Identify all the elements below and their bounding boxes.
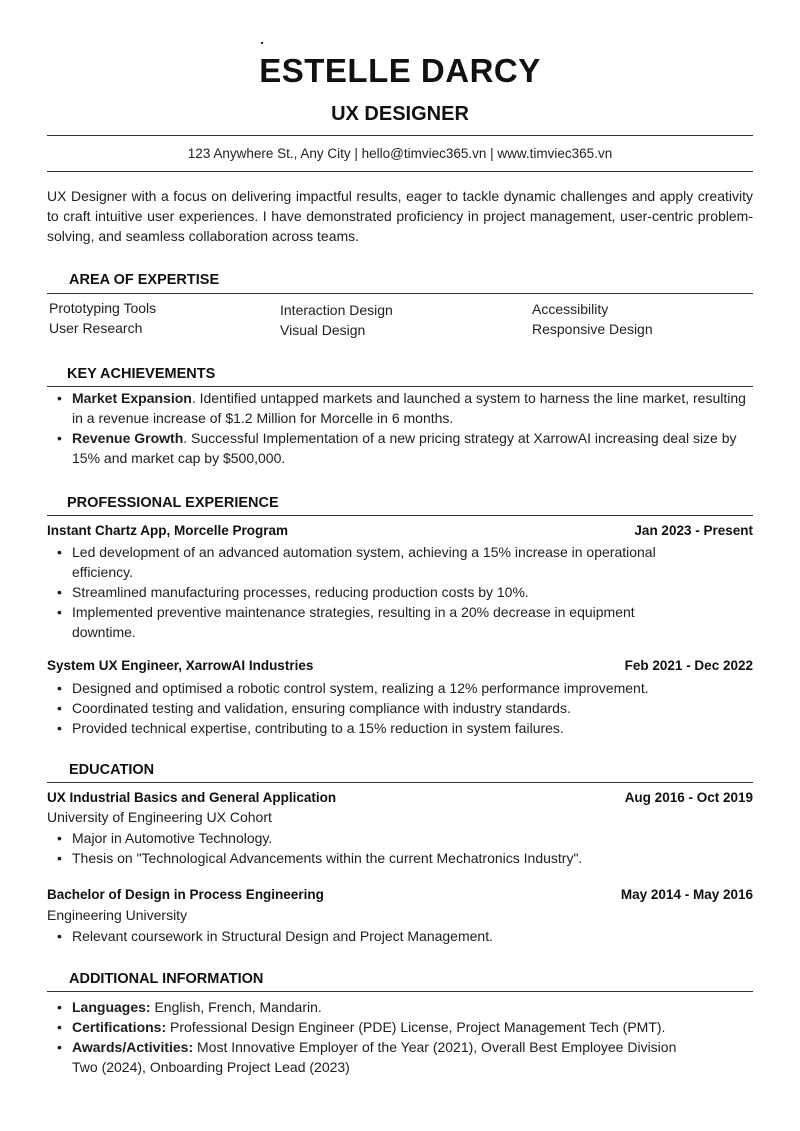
education-header (47, 790, 753, 805)
list-item (47, 388, 747, 428)
degree-dates: May 2014 - May 2016 (620, 887, 753, 902)
job-role: Instant Chartz App, Morcelle Program (47, 523, 289, 538)
additional-list (47, 997, 697, 1077)
info-text: Professional Design Engineer (PDE) License, Project Management Tech (PMT). (166, 1019, 666, 1035)
info-label: Languages: (72, 999, 151, 1015)
school-name: University of Engineering UX Cohort (47, 809, 272, 825)
job-header (47, 658, 753, 673)
degree-dates: Aug 2016 - Oct 2019 (624, 790, 753, 805)
job-bullets (47, 542, 687, 642)
achievements-heading: KEY ACHIEVEMENTS (67, 366, 216, 382)
education-bullets (47, 926, 747, 946)
skill-item: Accessibility (532, 301, 609, 317)
achievements-list (47, 388, 747, 468)
candidate-title: UX DESIGNER (331, 103, 469, 125)
list-item: • Provided technical expertise, contributing to a 15% reduction in system failures. (47, 718, 747, 738)
education-divider (47, 782, 753, 783)
list-item: • Coordinated testing and validation, ensuring compliance with industry standards. (47, 698, 747, 718)
skill-item: Visual Design (280, 322, 366, 338)
achievements-divider (47, 386, 753, 387)
skill-item: Interaction Design (280, 302, 393, 318)
list-item (47, 1037, 697, 1077)
skill-item: Prototyping Tools (49, 300, 157, 316)
list-item: • Designed and optimised a robotic control system, realizing a 12% performance improvement. (47, 678, 747, 698)
info-text: English, French, Mandarin. (150, 999, 322, 1015)
list-item: • Implemented preventive maintenance strategies, resulting in a 20% decrease in equipment downtime. (47, 602, 687, 642)
achievement-label: Market Expansion (72, 390, 192, 406)
list-item: • Thesis on "Technological Advancements within the current Mechatronics Industry". (47, 848, 747, 868)
experience-divider (47, 515, 753, 516)
achievement-text: . Successful Implementation of a new pricing strategy at XarrowAI increasing deal size by 15% and market cap by $500,000. (72, 430, 737, 466)
school-name: Engineering University (47, 907, 188, 923)
education-header (47, 887, 753, 902)
list-item: • Relevant coursework in Structural Design and Project Management. (47, 926, 747, 946)
degree-name: UX Industrial Basics and General Application (47, 790, 337, 805)
list-item: • Major in Automotive Technology. (47, 828, 747, 848)
list-item (47, 997, 697, 1017)
list-item (47, 1017, 697, 1037)
candidate-name: ESTELLE DARCY (259, 52, 541, 89)
info-label: Awards/Activities: (72, 1039, 194, 1055)
achievement-text: . Identified untapped markets and launched a system to harness the line market, resulting in a revenue increase of $1.2 Million for Morcelle in 6 months. (72, 390, 746, 426)
skill-item: Responsive Design (532, 321, 653, 337)
job-dates: Jan 2023 - Present (634, 523, 753, 538)
header-divider-top (47, 135, 753, 136)
list-item: • Streamlined manufacturing processes, reducing production costs by 10%. (47, 582, 687, 602)
expertise-heading: AREA OF EXPERTISE (69, 272, 220, 288)
additional-divider (47, 991, 753, 992)
skill-item: User Research (49, 320, 143, 336)
stray-dot (261, 42, 263, 44)
job-bullets (47, 678, 747, 738)
info-text: Most Innovative Employer of the Year (2021), Overall Best Employee Division Two (2024), Onboarding Project Lead (2023) (72, 1039, 677, 1075)
header-divider-bottom (47, 171, 753, 172)
list-item: • Led development of an advanced automation system, achieving a 15% increase in operational efficiency. (47, 542, 687, 582)
degree-name: Bachelor of Design in Process Engineering (47, 887, 324, 902)
education-heading: EDUCATION (69, 762, 155, 778)
summary-paragraph: UX Designer with a focus on delivering impactful results, eager to tackle dynamic challenges and apply creativity to craft intuitive user experiences. I have demonstrated proficiency in project management, user-centric problem-solving, and seamless collaboration across teams. (47, 188, 753, 244)
job-header (47, 523, 753, 538)
list-item (47, 428, 747, 468)
job-role: System UX Engineer, XarrowAI Industries (47, 658, 314, 673)
info-label: Certifications: (72, 1019, 167, 1035)
achievement-label: Revenue Growth (72, 430, 184, 446)
contact-line: 123 Anywhere St., Any City | hello@timviec365.vn | www.timviec365.vn (187, 146, 613, 161)
education-bullets (47, 828, 747, 868)
job-dates: Feb 2021 - Dec 2022 (624, 658, 753, 673)
expertise-divider (47, 293, 753, 294)
experience-heading: PROFESSIONAL EXPERIENCE (67, 495, 279, 511)
additional-heading: ADDITIONAL INFORMATION (69, 971, 264, 987)
